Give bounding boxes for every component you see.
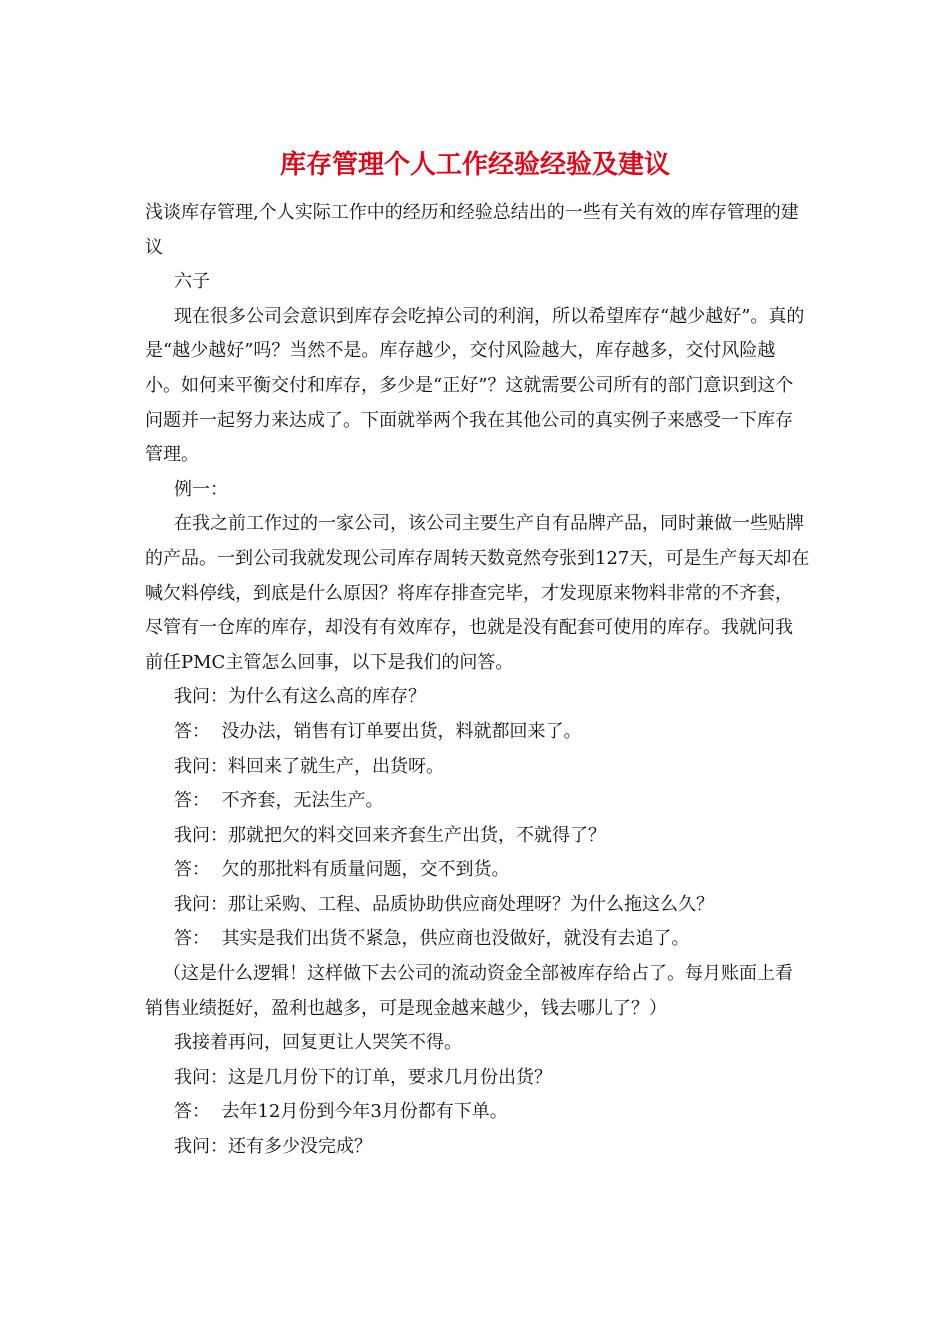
document-title: 库存管理个人工作经验经验及建议 <box>279 150 670 180</box>
commentary-paragraph: （这是什么逻辑！这样做下去公司的流动资金全部被库存给占了。每月账面上看销售业绩挺好，盈利也越多，可是现金越来越少，钱去哪儿了？） <box>145 963 793 1019</box>
document-body <box>145 196 810 1165</box>
author-name: 六子 <box>174 271 210 293</box>
dialog-line-answer: 答： 去年12月份到今年3月份都有下单。 <box>174 1101 508 1123</box>
body-paragraph: 在我之前工作过的一家公司，该公司主要生产自有品牌产品，同时兼做一些贴牌的产品。一到公司我就发现公司库存周转天数竟然夸张到127天，可是生产每天却在喊欠料停线，到底是什么原因？将库存排查完毕，才发现原来物料非常的不齐套，尽管有一仓库的库存，却没有有效库存，也就是没有配套可使用的库存。我就问我前任PMC主管怎么回事，以下是我们的问答。 <box>145 513 810 673</box>
dialog-line-question: 我问：料回来了就生产，出货呀。 <box>174 755 444 777</box>
dialog-line-question: 我问：还有多少没完成？ <box>174 1136 372 1158</box>
body-paragraph: 我接着再问，回复更让人哭笑不得。 <box>174 1032 462 1054</box>
intro-paragraph: 浅谈库存管理,个人实际工作中的经历和经验总结出的一些有关有效的库存管理的建议 <box>145 202 799 258</box>
body-paragraph: 现在很多公司会意识到库存会吃掉公司的利润，所以希望库存“越少越好”。真的是“越少越好”吗？当然不是。库存越少，交付风险越大，库存越多，交付风险越小。如何来平衡交付和库存，多少是“正好”？这就需要公司所有的部门意识到这个问题并一起努力来达成了。下面就举两个我在其他公司的真实例子来感受一下库存管理。 <box>145 305 805 466</box>
dialog-line-question: 我问：这是几月份下的订单，要求几月份出货？ <box>174 1066 552 1088</box>
dialog-line-question: 我问：那就把欠的料交回来齐套生产出货，不就得了？ <box>174 824 606 846</box>
dialog-line-answer: 答： 其实是我们出货不紧急，供应商也没做好，就没有去追了。 <box>174 928 690 950</box>
dialog-line-answer: 答： 不齐套，无法生产。 <box>174 790 384 812</box>
dialog-line-question: 我问：那让采购、工程、品质协助供应商处理呀？为什么拖这么久？ <box>174 893 714 915</box>
dialog-line-answer: 答： 没办法，销售有订单要出货，料就都回来了。 <box>174 720 582 742</box>
dialog-line-question: 我问：为什么有这么高的库存？ <box>174 686 426 708</box>
example-heading: 例一： <box>174 478 228 500</box>
dialog-line-answer: 答： 欠的那批料有质量问题，交不到货。 <box>174 859 510 881</box>
